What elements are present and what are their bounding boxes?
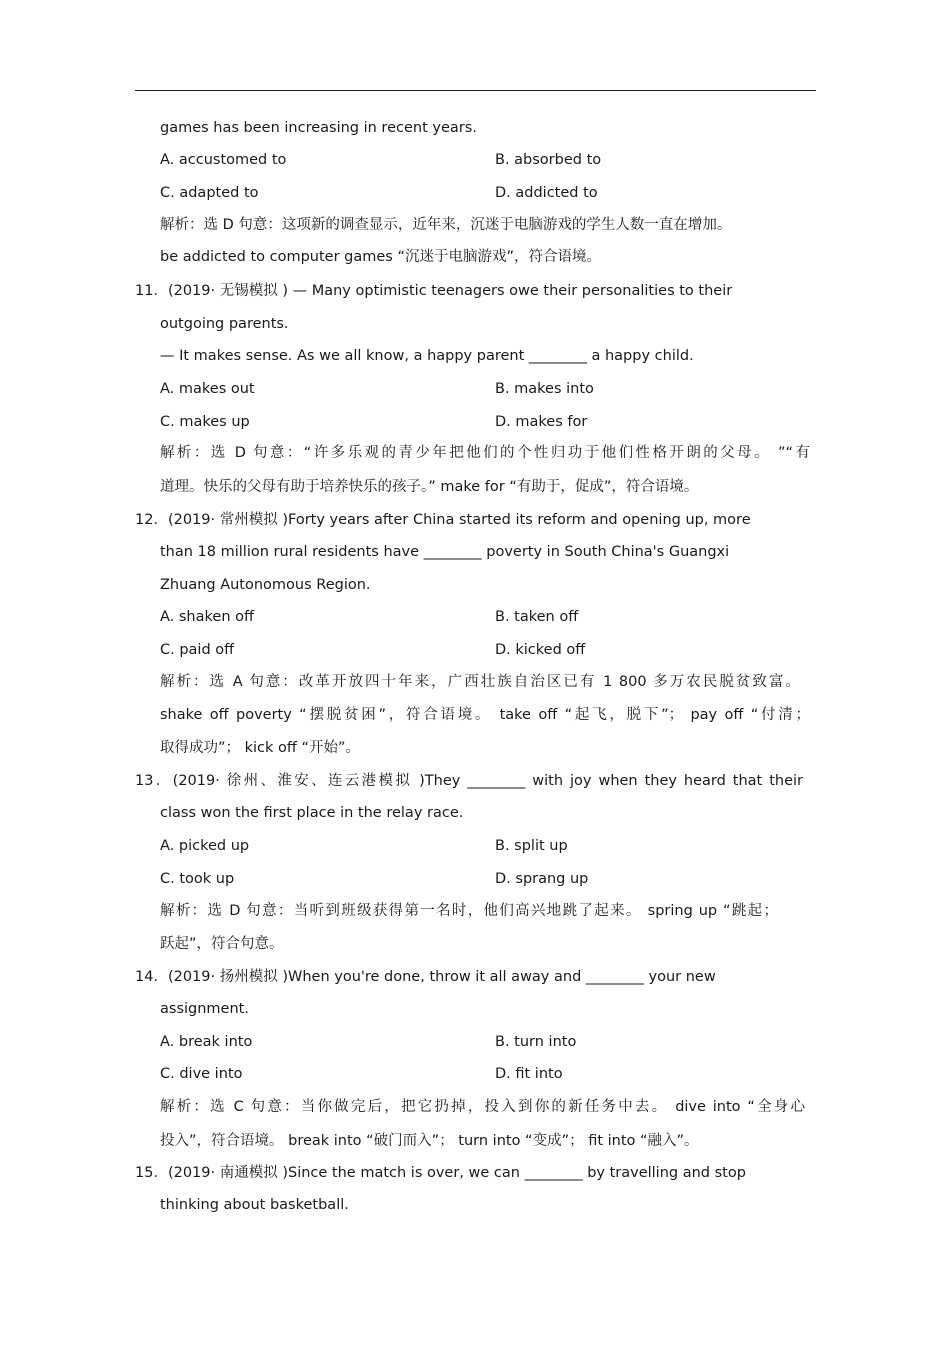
q13-stem-1: 13．(2019· 徐州、淮安、连云港模拟 )They ________ with joy when they heard that their (135, 773, 803, 789)
q10-stem-tail: games has been increasing in recent years. (160, 120, 477, 136)
q11-stem-1: 11．(2019· 无锡模拟 ) — Many optimistic teenagers owe their personalities to their (135, 283, 733, 299)
q13-option-b: B. split up (495, 838, 568, 854)
q14-option-b: B. turn into (495, 1034, 577, 1050)
q12-analysis-3: 取得成功”； kick off “开始”。 (160, 740, 361, 756)
q12-stem-1: 12．(2019· 常州模拟 )Forty years after China started its reform and opening up, more (135, 512, 751, 528)
q11-stem-2: outgoing parents. (160, 316, 289, 332)
q14-option-d: D. fit into (495, 1066, 563, 1082)
q12-option-d: D. kicked off (495, 642, 586, 658)
q11-option-c: C. makes up (160, 414, 250, 430)
q10-option-b: B. absorbed to (495, 152, 602, 168)
q15-stem-1: 15．(2019· 南通模拟 )Since the match is over, we can ________ by travelling and stop (135, 1165, 746, 1181)
q11-option-d: D. makes for (495, 414, 588, 430)
q13-option-d: D. sprang up (495, 871, 589, 887)
q11-option-a: A. makes out (160, 381, 255, 397)
q12-stem-3: Zhuang Autonomous Region. (160, 577, 371, 593)
q13-analysis-1: 解析：选 D 句意：当听到班级获得第一名时，他们高兴地跳了起来。 spring up “跳起； (160, 903, 778, 919)
q13-analysis-2: 跃起”，符合句意。 (160, 936, 284, 952)
q12-analysis-2: shake off poverty “摆脱贫困”，符合语境。 take off “起飞，脱下”； pay off “付清； (160, 707, 810, 723)
q10-option-a: A. accustomed to (160, 152, 287, 168)
q10-analysis-2: be addicted to computer games “沉迷于电脑游戏”，符合语境。 (160, 249, 601, 265)
q10-option-c: C. adapted to (160, 185, 259, 201)
q14-option-c: C. dive into (160, 1066, 243, 1082)
q12-option-c: C. paid off (160, 642, 235, 658)
q14-stem-1: 14．(2019· 扬州模拟 )When you're done, throw it all away and ________ your new (135, 969, 716, 985)
q10-option-d: D. addicted to (495, 185, 598, 201)
q12-option-b: B. taken off (495, 609, 579, 625)
header-rule (135, 90, 816, 91)
q12-option-a: A. shaken off (160, 609, 254, 625)
q14-analysis-2: 投入”，符合语境。 break into “破门而入”； turn into “变成”； fit into “融入”。 (160, 1133, 699, 1149)
q14-option-a: A. break into (160, 1034, 253, 1050)
q12-analysis-1: 解析：选 A 句意：改革开放四十年来，广西壮族自治区已有 1 800 多万农民脱贫致富。 (160, 674, 800, 690)
q14-stem-2: assignment. (160, 1001, 249, 1017)
q13-option-a: A. picked up (160, 838, 250, 854)
q15-stem-2: thinking about basketball. (160, 1197, 349, 1213)
q11-stem-3: — It makes sense. As we all know, a happy parent ________ a happy child. (160, 348, 694, 364)
q13-option-c: C. took up (160, 871, 235, 887)
q14-analysis-1: 解析：选 C 句意：当你做完后，把它扔掉，投入到你的新任务中去。 dive into “全身心 (160, 1099, 805, 1115)
q11-analysis-1: 解析：选 D 句意：“许多乐观的青少年把他们的个性归功于他们性格开朗的父母。 ”“有 (160, 445, 810, 461)
q13-stem-2: class won the first place in the relay race. (160, 805, 464, 821)
q12-stem-2: than 18 million rural residents have ________ poverty in South China's Guangxi (160, 544, 730, 560)
q11-option-b: B. makes into (495, 381, 594, 397)
q10-analysis-1: 解析：选 D 句意：这项新的调查显示，近年来，沉迷于电脑游戏的学生人数一直在增加。 (160, 217, 732, 233)
q11-analysis-2: 道理。快乐的父母有助于培养快乐的孩子。” make for “有助于，促成”，符合语境。 (160, 479, 699, 495)
